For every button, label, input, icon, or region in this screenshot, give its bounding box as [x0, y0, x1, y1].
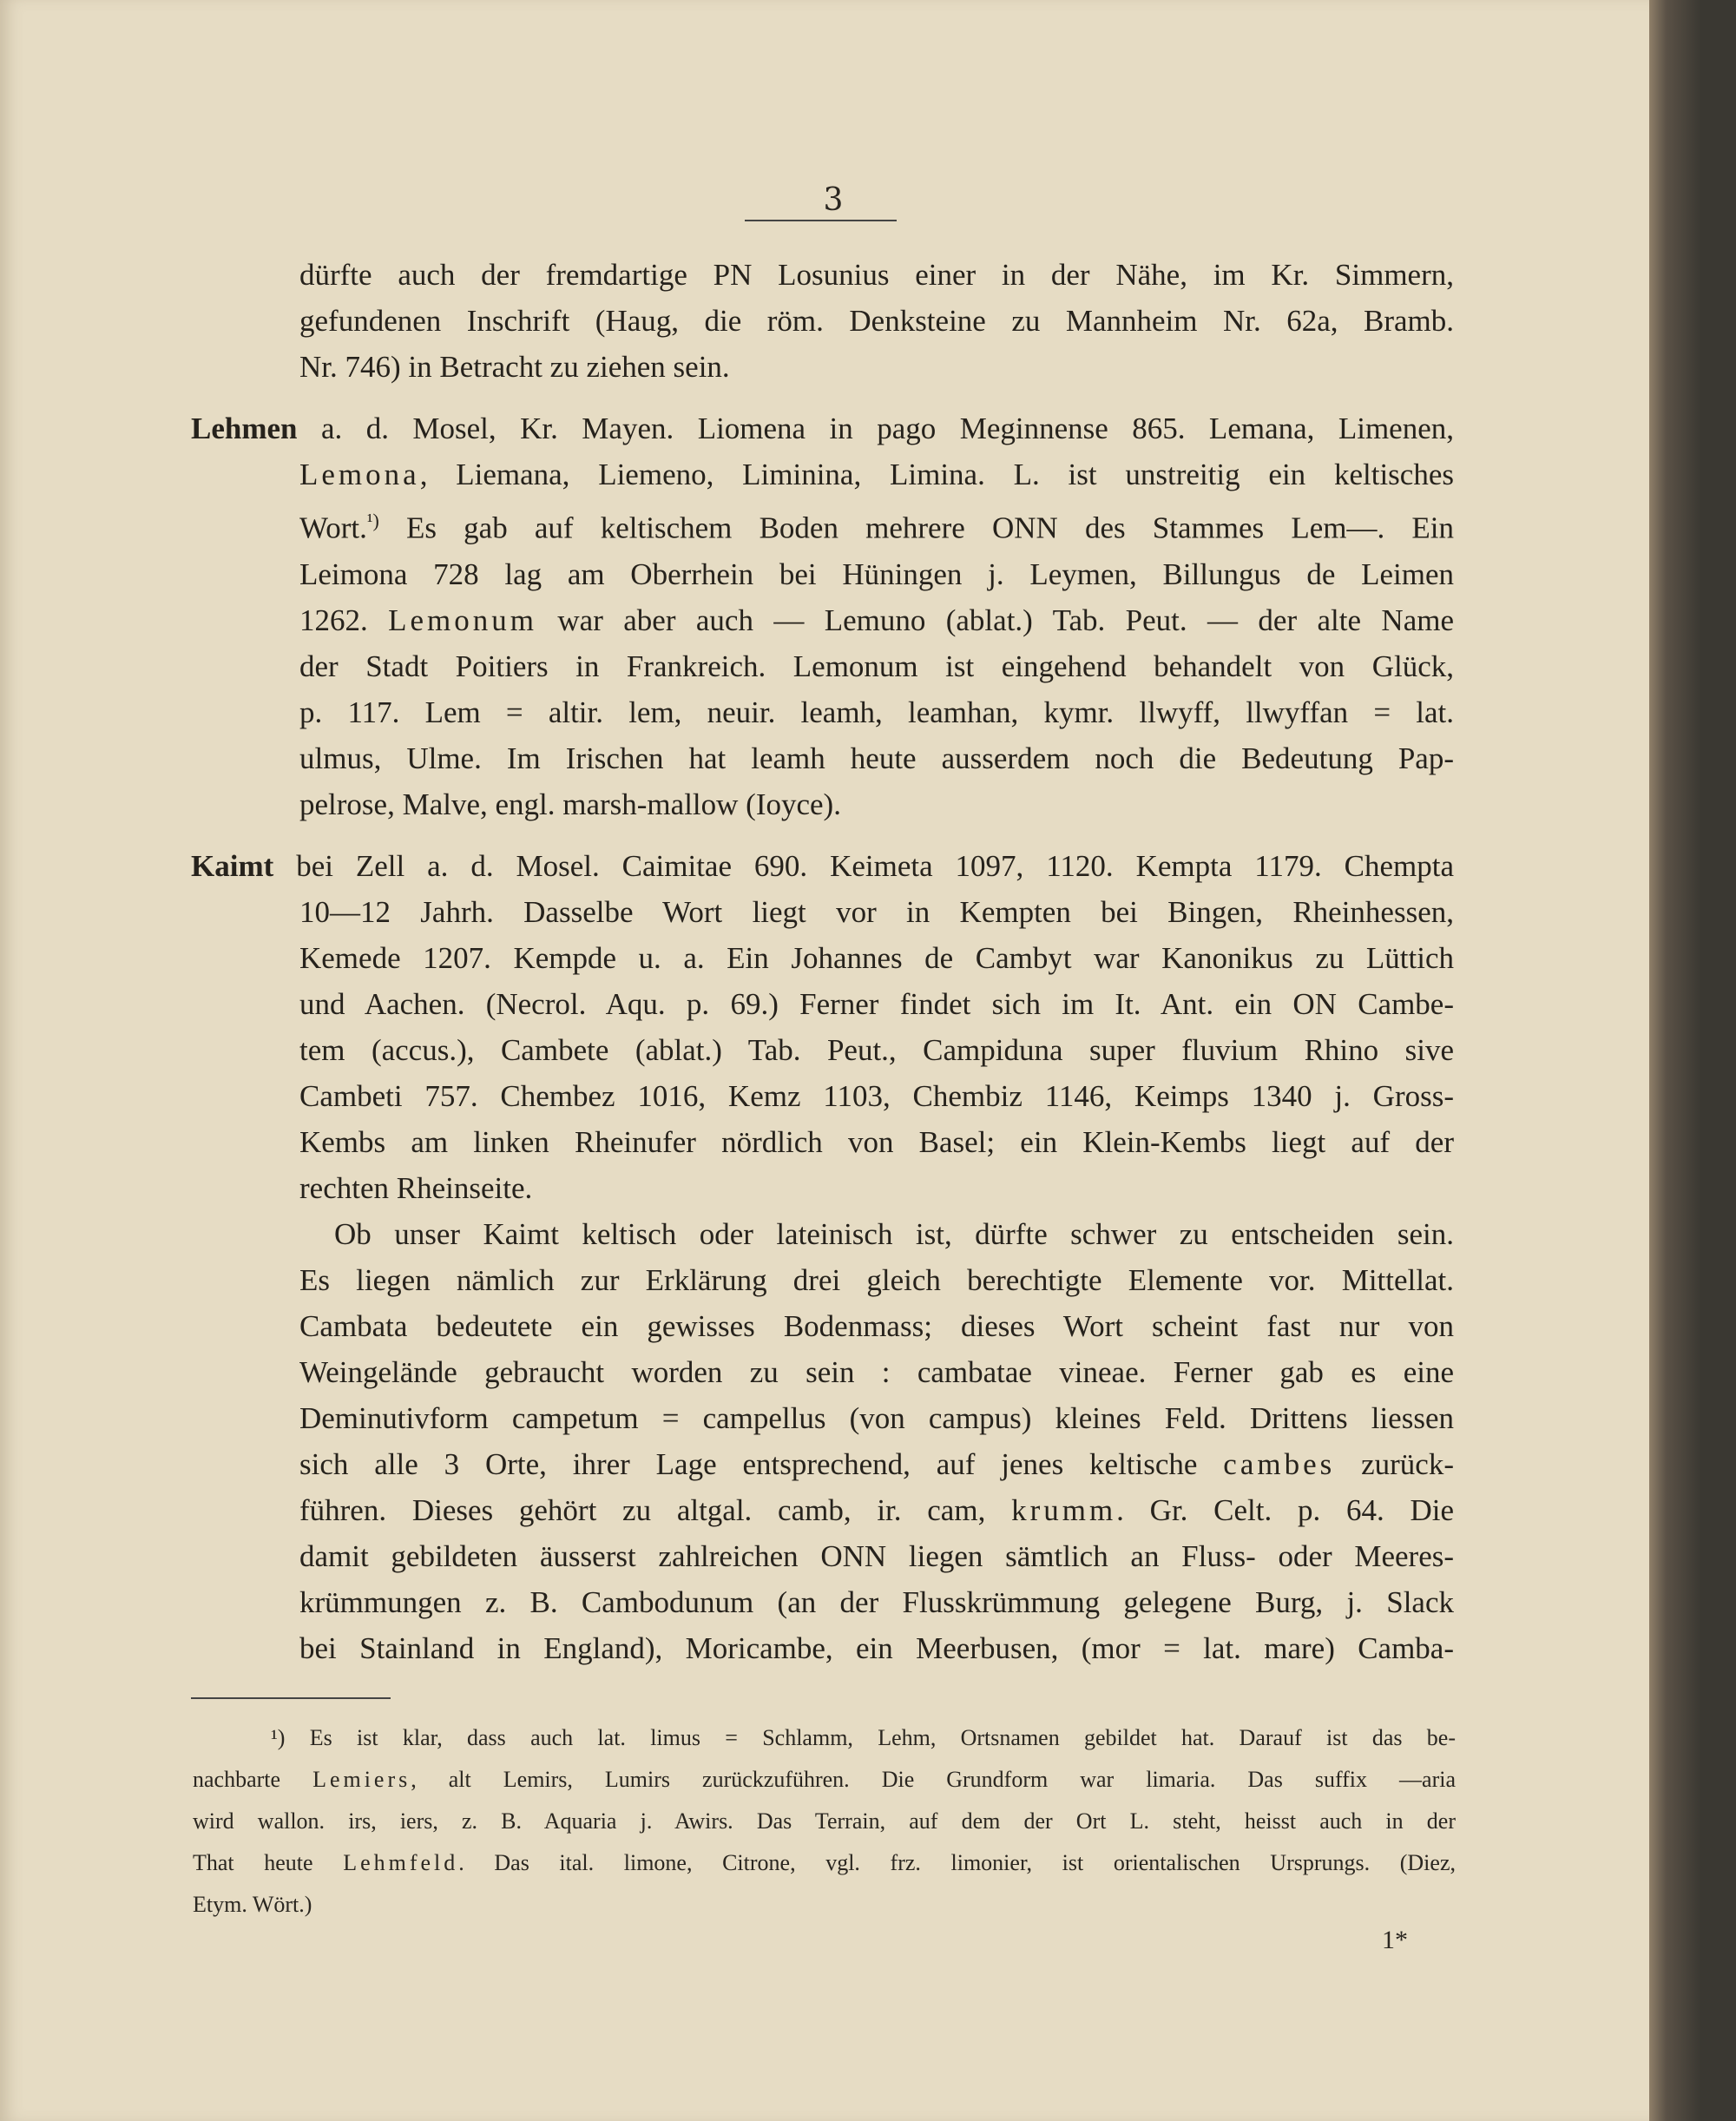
- text-line: ulmus, Ulme. Im Irischen hat leamh heute ausserdem noch die Bedeutung Pap-: [299, 741, 1454, 775]
- text-line: tem (accus.), Cambete (ablat.) Tab. Peut., Campiduna super fluvium Rhino sive: [299, 1032, 1454, 1067]
- text-line: Kembs am linken Rheinufer nördlich von Basel; ein Klein-Kembs liegt auf der: [299, 1124, 1454, 1159]
- text-line: 1262. Lemonum war aber auch — Lemuno (ablat.) Tab. Peut. — der alte Name: [299, 603, 1454, 637]
- page-number: 3: [823, 182, 844, 218]
- page-edge: [1649, 0, 1736, 2121]
- spaced-word: Lehmfeld: [343, 1850, 459, 1875]
- footnote-line: That heute Lehmfeld. Das ital. limone, Citrone, vgl. frz. limonier, ist orientalischen Ursprungs. (Diez,: [193, 1850, 1456, 1875]
- text-line: dürfte auch der fremdartige PN Losunius einer in der Nähe, im Kr. Simmern,: [299, 258, 1454, 292]
- text-line: p. 117. Lem = altir. lem, neuir. leamh, leamhan, kymr. llwyff, llwyffan = lat.: [299, 695, 1454, 729]
- text-line: Kaimt bei Zell a. d. Mosel. Caimitae 690. Keimeta 1097, 1120. Kempta 1179. Chempta: [191, 848, 1454, 883]
- text-line: Lehmen a. d. Mosel, Kr. Mayen. Liomena in pago Meginnense 865. Lemana, Limenen,: [191, 412, 1454, 445]
- text-line: gefundenen Inschrift (Haug, die röm. Denksteine zu Mannheim Nr. 62a, Bramb.: [299, 304, 1454, 338]
- text-line: der Stadt Poitiers in Frankreich. Lemonum ist eingehend behandelt von Glück,: [299, 649, 1454, 683]
- footnote: [193, 1717, 1456, 1926]
- text-line: Cambata bedeutete ein gewisses Bodenmass; dieses Wort scheint fast nur von: [299, 1308, 1454, 1343]
- main-text: [191, 252, 1454, 1671]
- header-rule: [745, 220, 897, 221]
- text-line: krümmungen z. B. Cambodunum (an der Flusskrümmung gelegene Burg, j. Slack: [299, 1584, 1454, 1619]
- entry-kaimt: [191, 843, 1454, 1211]
- spaced-word: Lemonum: [388, 603, 538, 637]
- text-line: damit gebildeten äusserst zahlreichen ONN liegen sämtlich an Fluss- oder Meeres-: [299, 1538, 1454, 1573]
- text-line: und Aachen. (Necrol. Aqu. p. 69.) Ferner findet sich im It. Ant. ein ON Cambe-: [299, 986, 1454, 1021]
- text-line: Nr. 746) in Betracht zu ziehen sein.: [299, 350, 730, 384]
- text-line: Weingelände gebraucht worden zu sein : cambatae vineae. Ferner gab es eine: [299, 1354, 1454, 1389]
- text-line: Wort.$^{^1)}$ Es gab auf keltischem Boden mehrere ONN des Stammes Lem—. Ein: [299, 510, 1454, 545]
- paragraph-intro: [299, 252, 1454, 390]
- footnote-line: ¹) Es ist klar, dass auch lat. limus = Schlamm, Lehm, Ortsnamen gebildet hat. Darauf ist das be-: [271, 1725, 1456, 1750]
- footnote-line: Etym. Wört.): [193, 1892, 312, 1917]
- text-line: pelrose, Malve, engl. marsh-mallow (Ioyce).: [299, 787, 841, 821]
- text-line: Cambeti 757. Chembez 1016, Kemz 1103, Chembiz 1146, Keimps 1340 j. Gross-: [299, 1078, 1454, 1113]
- entry-lehmen: [191, 405, 1454, 827]
- spaced-word: krumm: [1011, 1492, 1117, 1527]
- text-line: Es liegen nämlich zur Erklärung drei gleich berechtigte Elemente vor. Mittellat.: [299, 1262, 1454, 1297]
- paragraph-ob: [299, 1211, 1454, 1671]
- text-line: rechten Rheinseite.: [299, 1170, 533, 1205]
- entry-headword: Kaimt: [191, 848, 274, 883]
- spaced-word: Lemona: [299, 458, 420, 491]
- footnote-marker: ¹): [271, 1725, 286, 1750]
- text-line: 10—12 Jahrh. Dasselbe Wort liegt vor in Kempten bei Bingen, Rheinhessen,: [299, 894, 1454, 929]
- footnote-ref: ¹): [366, 510, 379, 531]
- spaced-word: cambes: [1223, 1446, 1336, 1481]
- spaced-word: Lemiers: [312, 1767, 411, 1792]
- text-line: sich alle 3 Orte, ihrer Lage entsprechend, auf jenes keltische cambes zurück-: [299, 1446, 1454, 1481]
- footnote-line: nachbarte Lemiers, alt Lemirs, Lumirs zurückzuführen. Die Grundform war limaria. Das suffix —aria: [193, 1767, 1456, 1792]
- footnote-rule: [191, 1697, 391, 1699]
- text-line: Leimona 728 lag am Oberrhein bei Hüningen j. Leymen, Billungus de Leimen: [299, 557, 1454, 591]
- footnote-line: wird wallon. irs, iers, z. B. Aquaria j. Awirs. Das Terrain, auf dem der Ort L. steht, heisst auch in der: [193, 1808, 1456, 1834]
- text-line: Ob unser Kaimt keltisch oder lateinisch ist, dürfte schwer zu entscheiden sein.: [334, 1216, 1454, 1251]
- printer-signature: 1*: [1382, 1926, 1408, 1954]
- text-line: bei Stainland in England), Moricambe, ein Meerbusen, (mor = lat. mare) Camba-: [299, 1630, 1454, 1665]
- text-line: führen. Dieses gehört zu altgal. camb, ir. cam, krumm. Gr. Celt. p. 64. Die: [299, 1492, 1454, 1527]
- text-line: Kemede 1207. Kempde u. a. Ein Johannes de Cambyt war Kanonikus zu Lüttich: [299, 940, 1454, 975]
- text-line: Lemona, Liemana, Liemeno, Liminina, Limina. L. ist unstreitig ein keltisches: [299, 458, 1454, 491]
- text-line: Deminutivform campetum = campellus (von campus) kleines Feld. Drittens liessen: [299, 1400, 1454, 1435]
- entry-headword: Lehmen: [191, 412, 298, 445]
